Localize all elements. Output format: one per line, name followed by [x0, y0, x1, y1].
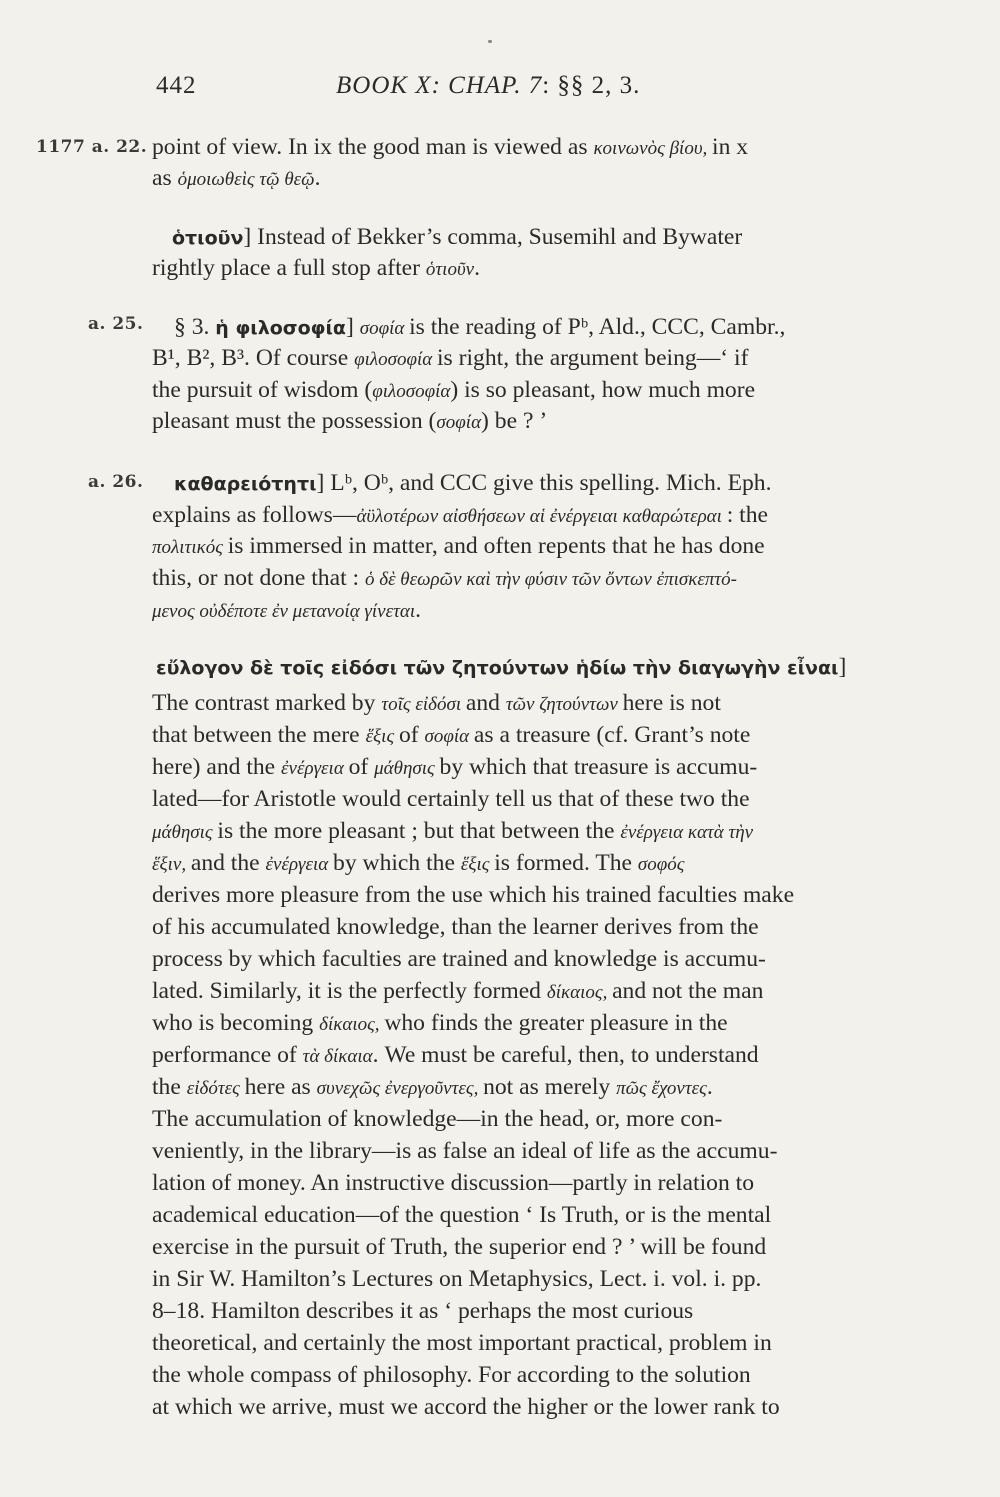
running-head-sections: : §§ 2, 3. — [542, 72, 641, 99]
text-line: pleasant must the possession (σοφία) be ? ’ — [152, 408, 548, 434]
ink-speck — [488, 40, 492, 43]
text-line: in Sir W. Hamilton’s Lectures on Metaphysics, Lect. i. vol. i. pp. — [152, 1266, 762, 1292]
text-line: process by which faculties are trained and knowledge is accumu- — [152, 946, 766, 972]
text-line: μάθησις is the more pleasant ; but that between the ἐνέργεια κατὰ τὴν — [152, 818, 754, 844]
text-line: καθαρειότητι] Lᵇ, Oᵇ, and CCC give this spelling. Mich. Eph. — [174, 470, 772, 496]
margin-ref-a25: a. 25. — [88, 314, 144, 334]
text-line: that between the mere ἕξις of σοφία as a treasure (cf. Grant’s note — [152, 722, 751, 748]
text-line: The contrast marked by τοῖς εἰδόσι and τῶν ζητούντων here is not — [152, 690, 721, 716]
text-line: the whole compass of philosophy. For according to the solution — [152, 1362, 751, 1388]
text-line: lated. Similarly, it is the perfectly formed δίκαιος, and not the man — [152, 978, 764, 1004]
text-line: the pursuit of wisdom (φιλοσοφία) is so pleasant, how much more — [152, 377, 756, 403]
text-line: here) and the ἐνέργεια of μάθησις by which that treasure is accumu- — [152, 754, 758, 780]
text-line: veniently, in the library—is as false an ideal of life as the accumu- — [152, 1138, 778, 1164]
text-line: μενος οὐδέποτε ἐν μετανοίᾳ γίνεται. — [152, 597, 422, 623]
text-line: who is becoming δίκαιος, who finds the greater pleasure in the — [152, 1010, 728, 1036]
text-line: rightly place a full stop after ὁτιοῦν. — [152, 255, 480, 281]
text-line: The accumulation of knowledge—in the head, or, more con- — [152, 1106, 723, 1132]
text-line: at which we arrive, must we accord the higher or the lower rank to — [152, 1394, 780, 1420]
text-line: this, or not done that : ὁ δὲ θεωρῶν καὶ τὴν φύσιν τῶν ὄντων ἐπισκεπτό- — [152, 565, 737, 591]
running-head — [336, 72, 640, 100]
text-line: 8–18. Hamilton describes it as ‘ perhaps the most curious — [152, 1298, 694, 1324]
page-number: 442 — [156, 72, 197, 99]
text-line: performance of τὰ δίκαια. We must be careful, then, to understand — [152, 1042, 759, 1068]
text-line: the εἰδότες here as συνεχῶς ἐνεργοῦντες, not as merely πῶς ἔχοντες. — [152, 1074, 713, 1100]
text-line: ὁτιοῦν] Instead of Bekker’s comma, Susemihl and Bywater — [172, 224, 743, 250]
text-line: exercise in the pursuit of Truth, the superior end ? ’ will be found — [152, 1234, 767, 1260]
text-line: πολιτικός is immersed in matter, and often repents that he has done — [152, 533, 765, 559]
text-line: εὔλογον δὲ τοῖς εἰδόσι τῶν ζητούντων ἡδίω τὴν διαγωγὴν εἶναι] — [156, 654, 847, 680]
text-line: point of view. In ix the good man is viewed as κοινωνὸς βίου, in x — [152, 134, 749, 160]
text-line: theoretical, and certainly the most important practical, problem in — [152, 1330, 772, 1356]
text-line: lation of money. An instructive discussion—partly in relation to — [152, 1170, 754, 1196]
page-header — [150, 72, 920, 112]
text-line: explains as follows—ἀϋλοτέρων αἰσθήσεων αἱ ἐνέργειαι καθαρώτεραι : the — [152, 502, 768, 528]
text-line: § 3. ἡ φιλοσοφία] σοφία is the reading of Pᵇ, Ald., CCC, Cambr., — [174, 314, 786, 340]
text-line: academical education—of the question ‘ Is Truth, or is the mental — [152, 1202, 772, 1228]
text-line: of his accumulated knowledge, than the learner derives from the — [152, 914, 759, 940]
text-line: lated—for Aristotle would certainly tell us that of these two the — [152, 786, 750, 812]
text-line: as ὁμοιωθεὶς τῷ θεῷ. — [152, 165, 321, 191]
text-line: B¹, B², B³. Of course φιλοσοφία is right, the argument being—‘ if — [152, 345, 749, 371]
running-head-book: BOOK X: CHAP. 7 — [336, 72, 543, 99]
margin-ref-1177a22: 1177 a. 22. — [36, 137, 148, 157]
margin-ref-a26: a. 26. — [88, 472, 144, 492]
text-line: derives more pleasure from the use which his trained faculties make — [152, 882, 795, 908]
text-line: ἕξιν, and the ἐνέργεια by which the ἕξις is formed. The σοφός — [152, 850, 685, 876]
